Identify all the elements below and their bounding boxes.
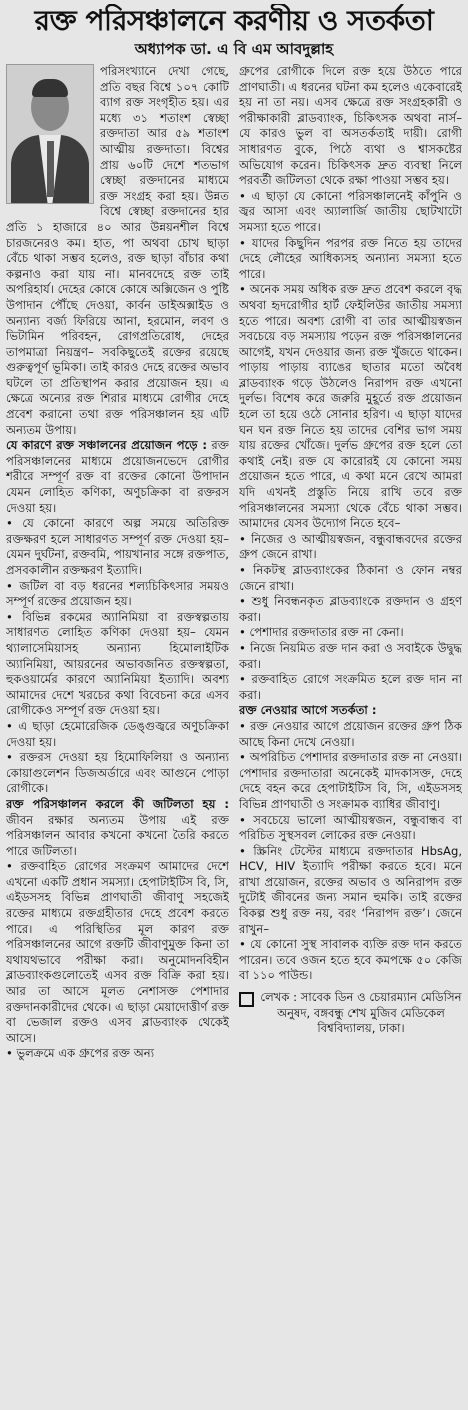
author-note	[239, 990, 462, 1037]
article-columns	[6, 64, 462, 1404]
paragraph-text: গ্রুপের রোগীকে দিলে রক্ত হয়ে উঠতে পারে প্রাণঘাতী। এ ধরনের ঘটনা কম হলেও একেবারেই হয় না তা নয়। এসব ক্ষেত্রে রক্ত সংগ্রহকারী ও পরীক্ষাকারী ব্লাডব্যাংক, চিকিৎসক অথবা নার্স– যে কারও ভুল বা অসতর্কতাই দায়ী। রোগী সাধারণত বুকে, পিঠে ব্যথা ও শ্বাসকষ্টের অভিযোগ করেন। চিকিৎসক দ্রুত ব্যবস্থা নিলে পরবর্তী জটিলতা থেকে রক্ষা পাওয়া সম্ভব হয়।	[239, 64, 462, 188]
bullet-item	[239, 282, 462, 532]
author-note-text: লেখক : সাবেক ডিন ও চেয়ারম্যান মেডিসিন অনুষদ, বঙ্গবন্ধু শেখ মুজিব মেডিকেল বিশ্ববিদ্যালয়, ঢাকা।	[260, 990, 462, 1036]
paragraph-text: শুধু নিবন্ধনকৃত ব্লাডব্যাংকে রক্তদান ও গ্রহণ করা।	[239, 594, 462, 624]
paragraph-text: রক্তবাহিত রোগে সংক্রমিত হলে রক্ত দান না করা।	[239, 672, 462, 702]
subheading-paragraph	[6, 797, 229, 859]
byline: অধ্যাপক ডা. এ বি এম আবদুল্লাহ	[134, 40, 334, 58]
bullet-item	[239, 641, 462, 672]
subheading-text: রক্ত পরিসঞ্চালনের মাধ্যমে প্রয়োজনভেদে রোগীর শরীরে সম্পূর্ণ রক্ত বা রক্তের কোনো উপাদান যেমন লোহিত কণিকা, অণুচক্রিকা বা রক্তরস দেওয়া হয়।	[6, 438, 229, 515]
column-right	[239, 64, 462, 1404]
subheading-paragraph	[6, 438, 229, 516]
paragraph-text: নিকটস্থ ব্লাডব্যাংকের ঠিকানা ও ফোন নম্বর জেনে রাখা।	[239, 563, 462, 593]
paragraph-text: রক্তরস দেওয়া হয় হিমোফিলিয়া ও অন্যান্য কোয়াগুলেশন ডিজঅর্ডারে এবং আগুনে পোড়া রোগীকে।	[6, 750, 229, 796]
bullet-item	[239, 594, 462, 625]
bullet-item	[6, 719, 229, 750]
subheading: রক্ত পরিসঞ্চালন করলে কী জটিলতা হয় :	[6, 796, 229, 811]
paragraph-text: এ ছাড়া হেমোরেজিক ডেঙ্গুজ্বরে অণুচক্রিকা দেওয়া হয়।	[6, 718, 229, 749]
paragraph-text: নিজের ও আত্মীয়স্বজন, বন্ধুবান্ধবদের রক্তের গ্রুপ জেনে রাখা।	[239, 531, 462, 562]
square-icon	[239, 992, 254, 1007]
bullet-item	[6, 750, 229, 797]
headline: রক্ত পরিসঞ্চালনে করণীয় ও সতর্কতা	[34, 4, 434, 37]
paragraph-text: যে কোনো কারণে অল্প সময়ে অতিরিক্ত রক্তক্ষরণ হলে সাধারণত সম্পূর্ণ রক্ত দেওয়া হয়– যেমন দুর্ঘটনা, রক্তবমি, পায়খানার সঙ্গে রক্তপাত, প্রসবকালীন রক্তক্ষরণ ইত্যাদি।	[6, 516, 229, 577]
bullet-item	[239, 672, 462, 703]
paragraph-text: জটিল বা বড় ধরনের শল্যচিকিৎসার সময়ও সম্পূর্ণ রক্তের প্রয়োজন হয়।	[6, 578, 229, 609]
paragraph-text: পরিসংখ্যানে দেখা গেছে, প্রতি বছর বিশ্বে ১০৭ কোটি ব্যাগ রক্ত সংগৃহীত হয়। এর মধ্যে ৩১ শতাংশ স্বেচ্ছা রক্তদাতা আর ৫৯ শতাংশ আত্মীয় রক্তদাতা। বিশ্বের প্রায় ৬০টি দেশে শতভাগ স্বেচ্ছা রক্তদানের মাধ্যমে রক্ত সংগ্রহ করা হয়। উন্নত বিশ্বে স্বেচ্ছা রক্তদানের হার প্রতি ১ হাজারে ৪০ আর উন্নয়নশীল বিশ্বে চারজনেরও কম। হাত, পা অথবা চোখ ছাড়া বেঁচে থাকা সম্ভব হলেও, রক্ত ছাড়া বাঁচার কথা কল্পনাও করা যায় না। মানবদেহে রক্ত তাই অপরিহার্য। দেহের কোষে কোষে অক্সিজেন ও পুষ্টি উপাদান পৌঁছে দেওয়া, কার্বন ডাইঅক্সাইড ও অন্যান্য বর্জ্য ফিরিয়ে আনা, হরমোন, লবণ ও ভিটামিন পরিবহন, রোগপ্রতিরোধ, দেহের তাপমাত্রা নিয়ন্ত্রণ– সবকিছুতেই রক্তের রয়েছে গুরুত্বপূর্ণ ভূমিকা। তাই কারও দেহে রক্তের অভাব ঘটলে তা প্রতিস্থাপন করার প্রয়োজন হয়। এ ক্ষেত্রে অন্যের রক্ত শিরার মাধ্যমে রোগীর দেহে প্রবেশ করানো তথা রক্ত পরিসঞ্চালন হয় এটি অন্যতম উপায়।	[6, 64, 229, 437]
paragraph-text: পেশাদার রক্তদাতার রক্ত না কেনা।	[249, 625, 404, 640]
paragraph	[239, 64, 462, 189]
paragraph-text: অনেক সময় অধিক রক্ত দ্রুত প্রবেশ করলে বৃদ্ধ অথবা হৃদরোগীর হার্ট ফেইলিউর জাতীয় সমস্যা হতে পারে। অবশ্য রোগী বা তার আত্মীয়স্বজন সবচেয়ে বড় সমস্যায় পড়েন রক্ত পরিসঞ্চালনের আগেই, যখন দেওয়ার জন্য রক্ত খুঁজতে থাকেন। পাড়ায় পাড়ায় ব্যাঙের ছাতার মতো অবৈধ ব্লাডব্যাংক গড়ে উঠলেও নিরাপদ রক্ত এখনো দুর্লভ। বিশেষ করে জরুরি মুহূর্তে রক্ত প্রয়োজন হলে তা হয়ে ওঠে সোনার হরিণ। এ ছাড়া যাদের ঘন ঘন রক্ত নিতে হয় তাদের বেশির ভাগ সময় যায় রক্তের খোঁজে। দুর্লভ গ্রুপের রক্ত হলে তো কথাই নেই। রক্ত যে কারোরই যে কোনো সময় প্রয়োজন হতে পারে, এ কথা মনে রেখে আমরা যদি এখনই প্রস্তুতি নিয়ে রাখি তবে রক্ত পরিসঞ্চালনের সমস্যা থেকে বেঁচে থাকা সম্ভব। আমাদের যেসব উদ্যোগ নিতে হবে–	[239, 282, 462, 531]
paragraph-text: স্ক্রিনিং টেস্টের মাধ্যমে রক্তদাতার HbsAg, HCV, HIV ইত্যাদি পরীক্ষা করতে হবে। মনে রাখা প্রয়োজন, রক্তের অভাব ও অনিরাপদ রক্ত দুটোই জীবনের জন্য সমান হুমকি। তাই রক্তের বিকল্প শুধু রক্ত নয়, বরং ‘নিরাপদ রক্ত’। জেনে রাখুন–	[239, 843, 462, 936]
bullet-item	[239, 719, 462, 750]
bullet-item	[239, 937, 462, 984]
bullet-item	[6, 516, 229, 578]
bullet-item	[6, 1046, 229, 1062]
paragraph-text: এ ছাড়া যে কোনো পরিসঞ্চালনেই কাঁপুনি ও জ্বর আসা এবং অ্যালার্জি জাতীয় ছোটখাটো সমস্যা হতে পারে।	[239, 188, 462, 234]
paragraph-text: সবচেয়ে ভালো আত্মীয়স্বজন, বন্ধুবান্ধব বা পরিচিত সুস্থসবল লোকের রক্ত নেওয়া।	[239, 812, 462, 843]
paragraph-text: ভুলক্রমে এক গ্রুপের রক্ত অন্য	[16, 1046, 155, 1061]
paragraph-text: বিভিন্ন রকমের অ্যানিমিয়া বা রক্তস্বল্পতায় সাধারণত লোহিত কণিকা দেওয়া হয়– যেমন থ্যালাসেমিয়াসহ অন্যান্য হিমোলাইটিক অ্যানিমিয়া, আয়রনের অভাবজনিত রক্তস্বল্পতা, হুকওয়ার্মের কারণে অ্যানিমিয়া ইত্যাদি। অবশ্য আমাদের দেশে খরচের কথা বিবেচনা করে এসব রোগীকেও সম্পূর্ণ রক্ত দেওয়া হয়।	[6, 609, 229, 718]
paragraph-text: যাদের কিছুদিন পরপর রক্ত নিতে হয় তাদের দেহে লৌহের আধিক্যসহ অন্যান্য সমস্যা হতে পারে।	[239, 235, 462, 281]
paragraph-text: অপরিচিত পেশাদার রক্তদাতার রক্ত না নেওয়া। পেশাদার রক্তদাতারা অনেকেই মাদকাসক্ত, দেহে দেহে বহন করে হেপাটাইটিস বি, সি, এইডসসহ বিভিন্ন প্রাণঘাতী ও সংক্রামক ব্যাধির জীবাণু।	[239, 750, 462, 811]
subheading: রক্ত নেওয়ার আগে সতর্কতা :	[239, 703, 377, 718]
bullet-item	[239, 625, 462, 641]
subheading: যে কারণে রক্ত সঞ্চালনের প্রয়োজন পড়ে :	[6, 438, 207, 453]
bullet-item	[239, 532, 462, 563]
bullet-item	[239, 813, 462, 844]
bullet-item	[239, 844, 462, 938]
bullet-item	[6, 610, 229, 719]
bullet-item	[239, 236, 462, 283]
subheading-paragraph	[239, 703, 462, 719]
paragraph-text: রক্তবাহিত রোগের সংক্রমণ আমাদের দেশে এখনো একটি প্রধান সমস্যা। হেপাটাইটিস বি, সি, এইডসসহ বিভিন্ন প্রাণঘাতী জীবাণু সহজেই রক্তের মাধ্যমে রক্তগ্রহীতার দেহে প্রবেশ করতে পারে। এ পরিস্থিতির মূল কারণ রক্ত পরিসঞ্চালনের আগে রক্তটি জীবাণুমুক্ত কিনা তা যথাযথভাবে পরীক্ষা করা। অনুমোদনবিহীন ব্লাডব্যাংকগুলোতেই এসব রক্ত বিক্রি করা হয়। আর তা আসে মূলত নেশাসক্ত পেশাদার রক্তদানকারীদের থেকে। এ ছাড়া মেয়াদোত্তীর্ণ রক্ত বা ভেজাল রক্তও এসব ব্লাডব্যাংক থেকেই আসে।	[6, 859, 229, 1045]
paragraph-text: যে কোনো সুস্থ সাবালক ব্যক্তি রক্ত দান করতে পারেন। তবে ওজন হতে হবে কমপক্ষে ৫০ কেজি বা ১১০ পাউন্ড।	[239, 937, 462, 983]
bullet-item	[6, 579, 229, 610]
subheading-text: জীবন রক্ষার অন্যতম উপায় এই রক্ত পরিসঞ্চালন আবার কখনো কখনো তৈরি করতে পারে জটিলতা।	[6, 812, 229, 858]
bullet-item	[239, 189, 462, 236]
paragraph-text: রক্ত নেওয়ার আগে প্রয়োজন রক্তের গ্রুপ ঠিক আছে কিনা দেখে নেওয়া।	[239, 718, 462, 749]
bullet-item	[239, 563, 462, 594]
author-photo	[6, 64, 94, 204]
column-left	[6, 64, 229, 1404]
paragraph-text: নিজে নিয়মিত রক্ত দান করা ও সবাইকে উদ্বুদ্ধ করা।	[239, 640, 462, 671]
bullet-item	[6, 859, 229, 1046]
bullet-item	[239, 750, 462, 812]
